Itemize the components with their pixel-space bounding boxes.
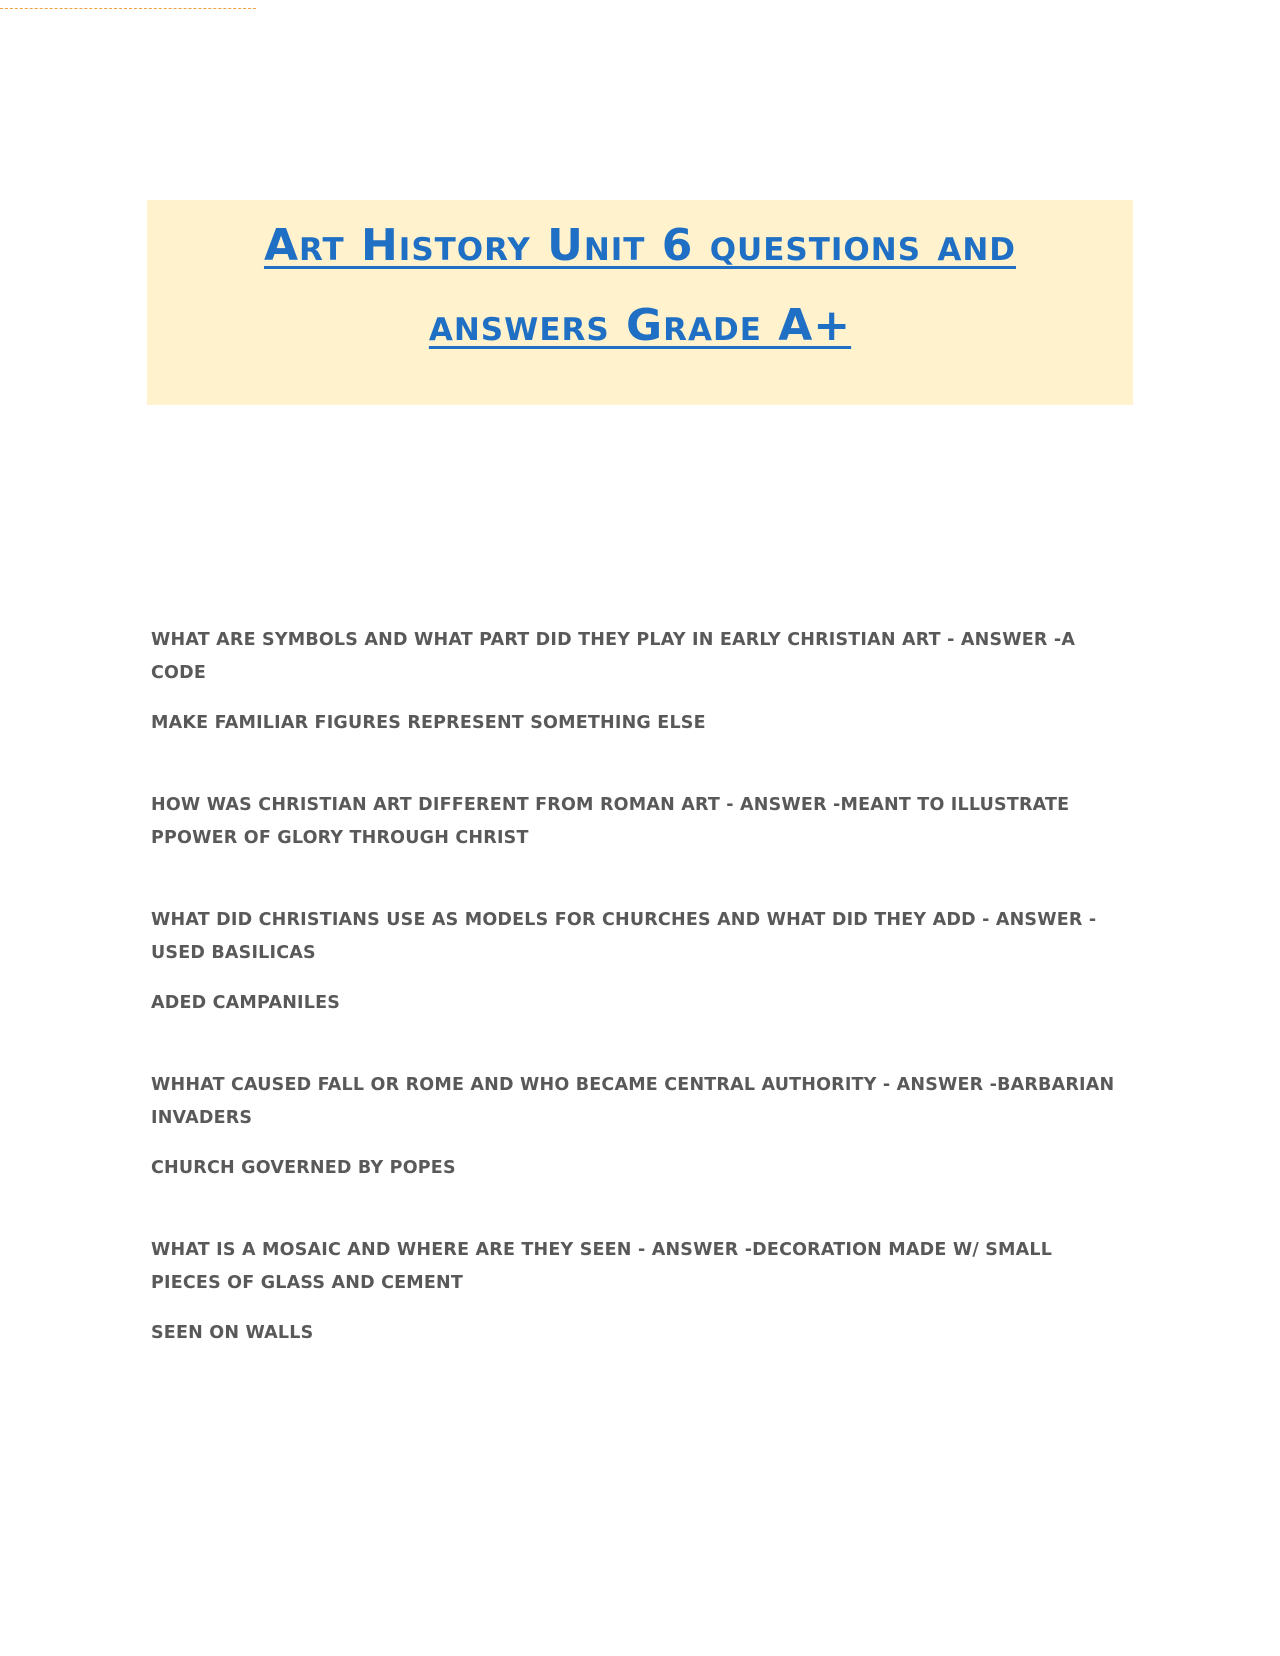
qa-item-5: [151, 1234, 1121, 1350]
title-line-2: answers Grade A+: [428, 300, 852, 351]
qa-item-4: [151, 1069, 1121, 1185]
qa-question-2: HOW WAS CHRISTIAN ART DIFFERENT FROM ROMAN ART - ANSWER -MEANT TO ILLUSTRATE PPOWER OF GLORY THROUGH CHRIST: [151, 795, 1070, 848]
qa-item-3: [151, 904, 1121, 1020]
qa-answer-4: CHURCH GOVERNED BY POPES: [151, 1158, 456, 1178]
document-title: [147, 206, 1133, 366]
qa-answer-5: SEEN ON WALLS: [151, 1323, 314, 1343]
qa-question-1: WHAT ARE SYMBOLS AND WHAT PART DID THEY PLAY IN EARLY CHRISTIAN ART - ANSWER -A CODE: [151, 630, 1076, 683]
title-line-1: Art History Unit 6 questions and: [263, 220, 1017, 271]
qa-question-5: WHAT IS A MOSAIC AND WHERE ARE THEY SEEN - ANSWER -DECORATION MADE W/ SMALL PIECES OF GLASS AND CEMENT: [151, 1240, 1053, 1293]
qa-question-3: WHAT DID CHRISTIANS USE AS MODELS FOR CHURCHES AND WHAT DID THEY ADD - ANSWER -USED BASILICAS: [151, 910, 1097, 963]
qa-answer-3: ADED CAMPANILES: [151, 993, 341, 1013]
title-banner: [147, 200, 1133, 405]
qa-answer-1: MAKE FAMILIAR FIGURES REPRESENT SOMETHING ELSE: [151, 713, 706, 733]
qa-list: [151, 624, 1121, 1367]
qa-item-1: [151, 624, 1121, 740]
qa-question-4: WHHAT CAUSED FALL OR ROME AND WHO BECAME CENTRAL AUTHORITY - ANSWER -BARBARIAN INVADERS: [151, 1075, 1115, 1128]
header-dashed-rule: [0, 8, 256, 9]
qa-item-2: [151, 789, 1121, 855]
